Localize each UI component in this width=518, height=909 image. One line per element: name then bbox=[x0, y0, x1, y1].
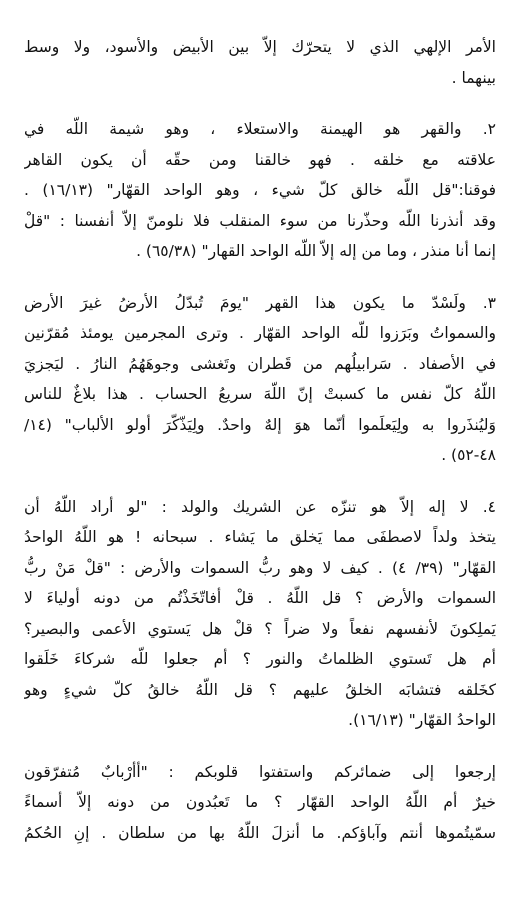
text-line: وقد أنذرنا اللّه وحذّرنا من سوء المنقلب فلا نلومنّ إلاّ أنفسنا : "قلْ bbox=[24, 211, 496, 230]
paragraph-intro-continuation bbox=[24, 32, 496, 93]
text-line: الواحدُ القهّار" (١٦/١٣). bbox=[348, 711, 496, 729]
text-line: بينهما . bbox=[451, 68, 496, 87]
paragraph-closing bbox=[24, 757, 496, 849]
text-line: سمّيتُموها أنتم وآباؤكم. ما أنزلَ اللّهُ بها من سلطان . إنِ الحُكمُ bbox=[24, 823, 496, 842]
text-line: أم هل تَستوي الظلماتُ والنور ؟ أم جعلوا للّه شركاءَ خَلَقوا bbox=[24, 650, 496, 668]
text-line: ٢. والقهر هو الهيمنة والاستعلاء ، وهو شيمة اللّه في bbox=[24, 120, 496, 138]
text-line: وَليُنذَروا به ولِيَعلَموا أنّما هوَ إلهٌ واحدٌ. ولِيَذّكّرَ أولو الألباب" (١٤/ bbox=[24, 415, 496, 434]
text-line: ٤. لا إله إلاّ هو تنزّه عن الشريك والولد : "لو أراد اللّهُ أن bbox=[24, 497, 496, 516]
text-line: الأمر الإلهي الذي لا يتحرّك إلاّ بين الأبيض والأسود، ولا وسط bbox=[24, 38, 496, 56]
text-line: والسمواتُ وبَرَزوا للّه الواحد القهّار . وترى المجرمين يومئذ مُقرّنين bbox=[24, 324, 496, 342]
text-line: فوقنا:"قل اللّه خالق كلّ شيء ، وهو الواحد القهّار" (١٦/١٣) . bbox=[24, 181, 496, 199]
text-line: إنما أنا منذر ، وما من إله إلاّ اللّه الواحد القهار" (٦٥/٣٨) . bbox=[136, 242, 496, 260]
text-line: كخَلقه فتشابَه الخلقُ عليهم ؟ قل اللّهُ خالقُ كلّ شيءٍ وهو bbox=[24, 680, 496, 699]
text-line: القهّار" (٣٩/ ٤) . كيف لا وهو ربُّ السموات والأرض : "قلْ مَنْ ربُّ bbox=[24, 558, 496, 577]
text-line: السموات والأرض ؟ قل اللّهُ . قلْ أفاتّخَذْتُم من دونه أولياءَ لا bbox=[24, 589, 496, 607]
text-line: يتخذ ولداً لاصطفَى مما يَخلق ما يَشاء . سبحانه ! هو اللّهُ الواحدُ bbox=[24, 528, 496, 546]
text-line: ٣. ولَسْدّ ما يكون هذا القهر "يومَ تُبدّلُ الأرضُ غيرَ الأرض bbox=[24, 293, 496, 312]
text-line: علاقته مع خلقه . فهو خالقنا ومن حقّه أن يكون القاهر bbox=[24, 150, 496, 169]
text-line: في الأصفاد . سَرابيلُهم من قَطران وتَغشى وجوهَهُمُ النارُ . ليَجزيَ bbox=[24, 354, 496, 373]
paragraph-point-4 bbox=[24, 492, 496, 736]
text-line: اللّهُ كلّ نفس ما كسبتْ إنّ اللّهَ سريعُ الحساب . هذا بلاغٌ للناس bbox=[24, 385, 496, 403]
paragraph-point-2 bbox=[24, 114, 496, 267]
paragraph-point-3 bbox=[24, 288, 496, 471]
text-line: خيرٌ أم اللّهُ الواحد القهّار ؟ ما تَعبُدون من دونه إلاّ أسماءً bbox=[24, 793, 496, 811]
text-line: إرجعوا إلى ضمائركم واستفتوا قلوبكم : "أأرْبابٌ مُتفرّقون bbox=[24, 762, 496, 781]
text-line: ٤٨-٥٢) . bbox=[441, 446, 496, 464]
text-line: يَملِكونَ لأنفسهم نفعاً ولا ضراً ؟ قلْ هل يَستوي الأعمى والبصير؟ bbox=[24, 619, 496, 638]
